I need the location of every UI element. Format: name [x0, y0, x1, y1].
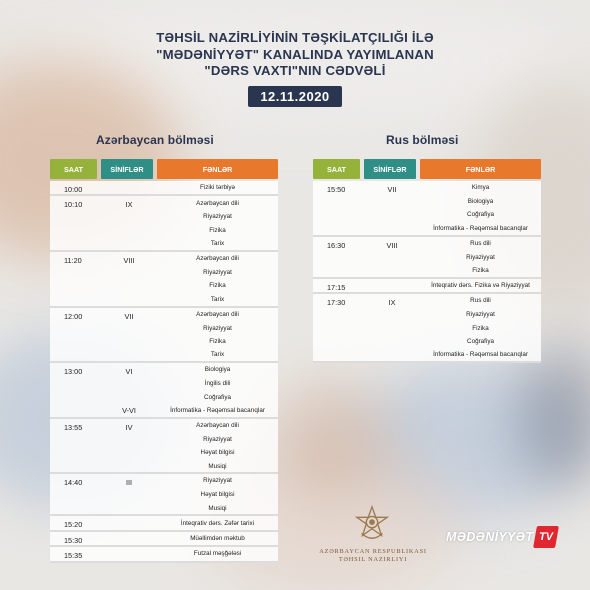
subjects-cell	[157, 196, 278, 250]
azerbaijani-schedule-table	[50, 159, 278, 563]
subjects-cell	[157, 363, 278, 417]
subject-item: Tarix	[210, 240, 225, 248]
schedule-group	[313, 237, 541, 279]
tv-logo-badge: TV	[533, 526, 559, 548]
title-line-3: "DƏRS VAXTI"NIN CƏDVƏLİ	[204, 63, 386, 78]
subjects-cell	[157, 532, 278, 545]
saat-header: SAAT	[313, 159, 360, 179]
subject-item: Musiqi	[208, 462, 227, 470]
subjects-cell	[157, 181, 278, 194]
time-cell: 12:00	[64, 311, 83, 321]
time-cell: 17:30	[327, 298, 346, 308]
time-cell: 15:35	[64, 551, 83, 561]
subjects-cell	[420, 279, 541, 292]
schedule-group	[50, 181, 278, 196]
subjects-cell	[157, 516, 278, 529]
subject-item: Futzal məşğələsi	[193, 550, 242, 558]
subject-item: Biologiya	[204, 366, 231, 374]
schedule-group	[50, 419, 278, 475]
subject-item: Rus dili	[470, 239, 491, 247]
date-badge: 12.11.2020	[248, 86, 341, 107]
russian-section-title: Rus bölməsi	[386, 133, 459, 147]
subject-item: İnteqrativ dərs. Zəfər tarixi	[180, 519, 255, 527]
page-header	[0, 30, 590, 107]
grade-label: VII	[124, 311, 134, 321]
russian-schedule-table	[313, 159, 541, 363]
table-header	[313, 159, 541, 179]
schedule-group	[313, 181, 541, 237]
subjects-cell	[157, 547, 278, 560]
time-cell: 13:00	[64, 367, 83, 377]
grade-cell	[364, 237, 420, 277]
subject-item: Fizika	[209, 226, 226, 234]
time-cell: 10:10	[64, 200, 83, 210]
grade-cell	[364, 181, 420, 235]
grade-cell	[101, 363, 157, 417]
grade-cell	[364, 279, 420, 292]
subjects-cell	[157, 308, 278, 362]
medeniyyet-tv-logo	[446, 524, 557, 550]
subject-item: İnformatika - Rəqəmsal bacarıqlar	[433, 351, 528, 359]
subject-item: Biologiya	[467, 198, 494, 206]
sinifler-header: SİNİFLƏR	[364, 159, 416, 179]
grade-label: VIII	[123, 255, 135, 265]
schedule-group	[50, 474, 278, 516]
subjects-cell	[420, 237, 541, 277]
subject-item: Fizika	[209, 337, 226, 345]
time-cell: 13:55	[64, 422, 83, 432]
subject-item: Kimya	[471, 184, 490, 192]
time-cell: 16:30	[327, 240, 346, 250]
subjects-cell	[157, 252, 278, 306]
schedule-group	[50, 516, 278, 531]
subject-item: Riyaziyyat	[203, 477, 232, 485]
grade-label: VII	[387, 185, 397, 194]
subjects-cell	[420, 181, 541, 235]
subject-item: İnformatika - Rəqəmsal bacarıqlar	[433, 224, 528, 232]
subject-item: Müəllimdən məktub	[190, 534, 245, 542]
grade-label: IX	[388, 298, 396, 308]
grade-cell	[101, 252, 157, 306]
time-cell: 15:30	[64, 535, 83, 545]
grade-label: VIII	[386, 240, 398, 250]
subjects-cell	[157, 419, 278, 473]
time-cell: 10:00	[64, 185, 83, 194]
subject-item: Riyaziyyat	[466, 253, 495, 261]
time-cell: 15:50	[327, 185, 346, 194]
schedule-group	[50, 308, 278, 364]
subject-item: İnteqrativ dərs. Fizika və Riyaziyyat	[431, 281, 530, 289]
grade-label: IV	[125, 422, 133, 432]
schedule-group	[50, 196, 278, 252]
grade-cell	[101, 419, 157, 473]
title-line-2: "MƏDƏNİYYƏT" KANALINDA YAYIMLANAN	[156, 46, 434, 62]
subject-item: Həyat bilgisi	[200, 449, 235, 457]
saat-header: SAAT	[50, 159, 97, 179]
table-header	[50, 159, 278, 179]
subject-item: Azərbaycan dili	[196, 255, 239, 263]
grade-label-secondary: V-VI	[122, 406, 136, 416]
ministry-line-2: TƏHSIL NAZIRLIYI	[338, 556, 408, 563]
azerbaijani-section-title: Azərbaycan bölməsi	[96, 133, 214, 147]
subject-item: İngilis dili	[204, 380, 231, 388]
subject-item: Riyaziyyat	[203, 324, 232, 332]
ministry-line-1: AZƏRBAYCAN RESPUBLIKASI	[319, 548, 427, 555]
subject-item: Azərbaycan dili	[196, 199, 239, 207]
subject-item: Tarix	[210, 295, 225, 303]
grade-cell	[101, 181, 157, 194]
time-cell: 14:40	[64, 478, 83, 488]
grade-cell	[101, 516, 157, 529]
grade-cell	[101, 474, 157, 514]
subject-item: Həyat bilgisi	[200, 491, 235, 499]
subject-item: Tarix	[210, 351, 225, 359]
azerbaijan-state-emblem-icon	[353, 505, 391, 543]
time-cell: 15:20	[64, 520, 83, 530]
grade-cell	[101, 196, 157, 250]
schedule-group	[50, 532, 278, 547]
subject-item: Fizika	[209, 282, 226, 290]
subject-item: Fiziki tərbiyə	[200, 184, 235, 192]
subject-item: Riyaziyyat	[203, 213, 232, 221]
subject-item: İnformatika - Rəqəmsal bacarıqlar	[170, 406, 265, 414]
subject-item: Riyaziyyat	[203, 269, 232, 277]
grade-label: IX	[125, 200, 133, 210]
ministry-caption	[300, 548, 446, 564]
title-line-1: TƏHSİL NAZİRLİYİNİN TƏŞKİLATÇILIĞI İLƏ	[156, 30, 434, 45]
fenler-header: FƏNLƏR	[420, 159, 541, 179]
grade-label: III	[125, 478, 133, 488]
schedule-group	[313, 279, 541, 294]
schedule-group	[50, 252, 278, 308]
schedule-group	[50, 547, 278, 562]
subject-item: Fizika	[472, 267, 489, 275]
subject-item: Fizika	[472, 324, 489, 332]
subject-item: Coğrafiya	[467, 211, 494, 219]
subjects-cell	[157, 474, 278, 514]
grade-cell	[101, 532, 157, 545]
subject-item: Riyaziyyat	[203, 435, 232, 443]
time-cell: 17:15	[327, 282, 346, 292]
subject-item: Azərbaycan dili	[196, 421, 239, 429]
tv-logo-text: MƏDƏNİYYƏT	[446, 530, 534, 544]
grade-cell	[364, 294, 420, 361]
grade-cell	[101, 547, 157, 560]
subject-item: Coğrafiya	[204, 393, 231, 401]
fenler-header: FƏNLƏR	[157, 159, 278, 179]
subject-item: Riyaziyyat	[466, 311, 495, 319]
subject-item: Musiqi	[208, 504, 227, 512]
subject-item: Azərbaycan dili	[196, 310, 239, 318]
subject-item: Rus dili	[470, 297, 491, 305]
subjects-cell	[420, 294, 541, 361]
schedule-group	[313, 294, 541, 363]
schedule-group	[50, 363, 278, 419]
time-cell: 11:20	[64, 255, 82, 265]
subject-item: Coğrafiya	[467, 337, 494, 345]
sinifler-header: SİNİFLƏR	[101, 159, 153, 179]
grade-label: VI	[125, 367, 133, 377]
grade-cell	[101, 308, 157, 362]
